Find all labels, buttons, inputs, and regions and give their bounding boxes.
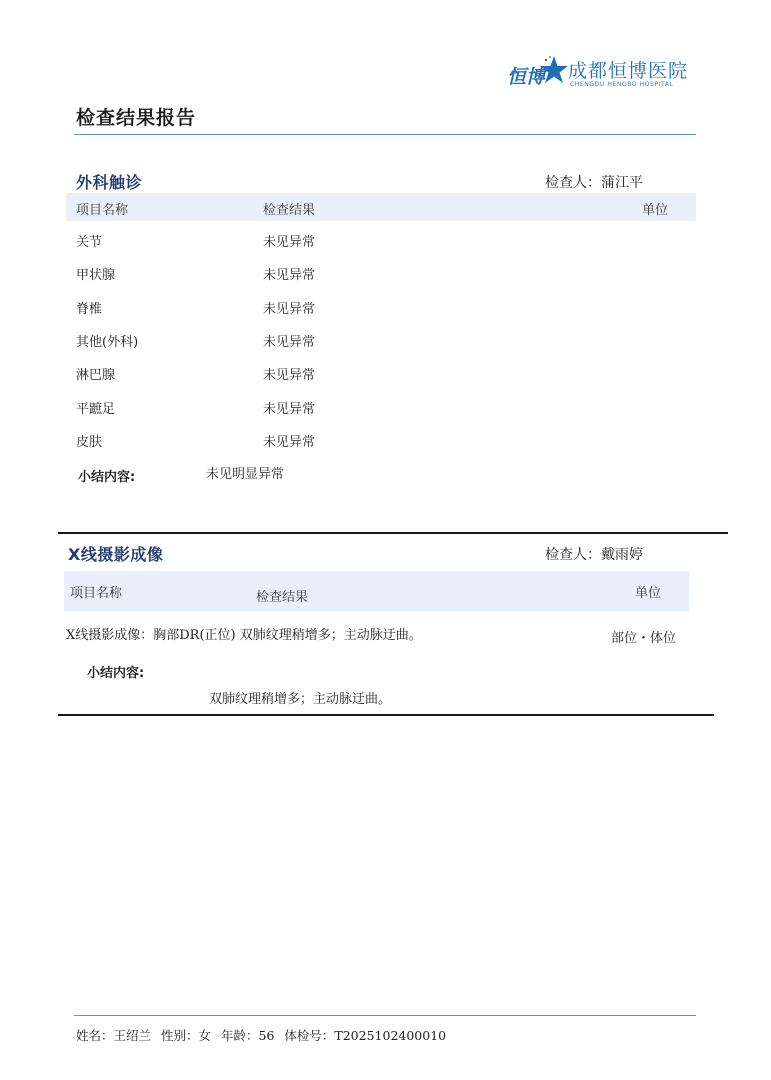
patient-age: 年龄：56 (221, 1028, 275, 1043)
table-row-item: 甲状腺 (76, 268, 116, 283)
hospital-logo-mark-icon (506, 54, 568, 90)
section-divider (58, 714, 714, 716)
table-row-item: 脊椎 (76, 302, 103, 317)
section-title-surgical: 外科触诊 (76, 173, 143, 192)
table-row-item: 皮肤 (76, 435, 103, 450)
section-title-xray: X线摄影成像 (68, 545, 164, 564)
table-row-result: 未见异常 (263, 268, 316, 283)
table-row-item: 平蹠足 (76, 402, 116, 417)
examiner-surgical: 检查人：蒲江平 (545, 175, 643, 191)
hospital-name-cn: 成都恒博医院 (568, 60, 689, 82)
table-header-surgical (66, 193, 696, 221)
summary-label-xray: 小结内容: (87, 666, 145, 681)
header-result: 检查结果 (263, 203, 316, 218)
hospital-logo (506, 52, 696, 94)
patient-name: 姓名：王绍兰 (76, 1028, 152, 1043)
title-divider (74, 134, 696, 135)
header-item-name: 项目名称 (70, 586, 123, 601)
header-result: 检查结果 (256, 590, 309, 605)
table-row-result: 未见异常 (263, 402, 316, 417)
table-row-result: 未见异常 (263, 335, 316, 350)
footer-divider (74, 1015, 696, 1016)
table-row-item: 其他(外科) (76, 335, 139, 350)
table-row-result: 未见异常 (263, 435, 316, 450)
table-row-result: 未见异常 (263, 302, 316, 317)
summary-value-surgical: 未见明显异常 (206, 467, 285, 482)
patient-exam-number: 体检号：T2025102400010 (284, 1028, 447, 1043)
header-item-name: 项目名称 (76, 203, 129, 218)
header-unit: 单位 (635, 586, 662, 601)
table-header-xray (64, 571, 689, 611)
table-row-result: 未见异常 (263, 235, 316, 250)
patient-gender: 性别：女 (161, 1028, 212, 1043)
table-row-item: 淋巴腺 (76, 368, 116, 383)
report-title: 检查结果报告 (76, 107, 197, 129)
table-row-result: 未见异常 (263, 368, 316, 383)
hospital-name-en: CHENGDU HENGBO HOSPITAL (570, 81, 674, 88)
summary-value-xray: 双肺纹理稍增多；主动脉迂曲。 (209, 692, 392, 707)
header-unit: 单位 (642, 203, 669, 218)
patient-info-footer (76, 1026, 452, 1044)
xray-result-row: X线摄影成像：胸部DR(正位) 双肺纹理稍增多；主动脉迂曲。 (66, 628, 422, 643)
examiner-xray: 检查人：戴雨婷 (545, 547, 643, 563)
xray-result-unit: 部位・体位 (611, 631, 677, 646)
table-row-item: 关节 (76, 235, 103, 250)
logo-mark-text: 恒博 (507, 66, 546, 88)
section-divider (58, 532, 728, 534)
summary-label-surgical: 小结内容: (78, 470, 136, 485)
